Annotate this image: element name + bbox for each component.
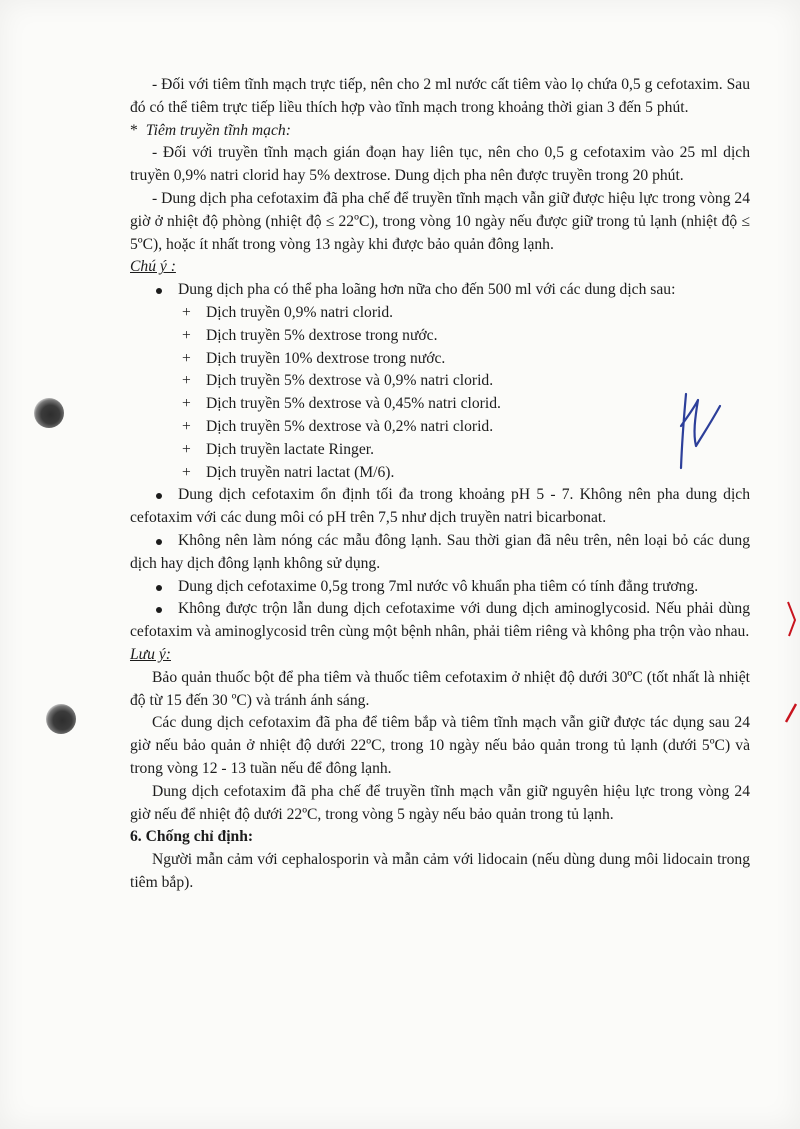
paragraph-iv-stability: - Dung dịch pha cefotaxim đã pha chế để truyền tĩnh mạch vẫn giữ được hiệu lực trong vòng 24 giờ ở nhiệt độ phòng (nhiệt độ ≤ 22ºC), trong vòng 10 ngày nếu được giữ trong tủ lạnh (nhiệt độ ≤ 5ºC), hoặc ít nhất trong vòng 13 ngày khi được bảo quản đông lạnh. [130, 189, 750, 253]
list-item-text: Không được trộn lẫn dung dịch cefotaxime với dung dịch aminoglycosid. Nếu phải dùng cefotaxim và aminoglycosid trên cùng một bệnh nhân, phải tiêm riêng và không pha trộn vào nhau. [130, 600, 750, 641]
list-item [130, 530, 750, 576]
bullet-dot [156, 585, 162, 591]
heading-iv-infusion [130, 120, 750, 143]
asterisk-mark: * [130, 121, 138, 139]
list-item [178, 370, 750, 393]
plus-sign: + [182, 326, 191, 344]
note-list-continued [130, 484, 750, 644]
list-item [130, 484, 750, 530]
document-body [130, 74, 750, 895]
list-item [178, 302, 750, 325]
list-item [178, 439, 750, 462]
plus-sign: + [182, 372, 191, 390]
list-item-text: Dịch truyền 5% dextrose và 0,45% natri clorid. [206, 395, 501, 413]
list-item-text: Dịch truyền 10% dextrose trong nước. [206, 349, 446, 367]
list-item-text: Không nên làm nóng các mẫu đông lạnh. Sau thời gian đã nêu trên, nên loại bỏ các dung dịch hay dịch đông lạnh không sử dụng. [130, 531, 750, 572]
list-item-text: Dịch truyền natri lactat (M/6). [206, 463, 395, 481]
plus-sign: + [182, 303, 191, 321]
note-heading-chu-y: Chú ý : [130, 258, 176, 276]
plus-sign: + [182, 463, 191, 481]
paragraph-storage-infusion: Dung dịch cefotaxim đã pha chế để truyền tĩnh mạch vẫn giữ nguyên hiệu lực trong vòng 24 giờ nếu để nhiệt độ dưới 22ºC, trong vòng 5 ngày nếu bảo quản trong tủ lạnh. [130, 782, 750, 823]
list-item [178, 416, 750, 439]
punch-hole-bottom [46, 704, 76, 734]
bullet-dot [156, 288, 162, 294]
list-item-text: Dung dịch cefotaxime 0,5g trong 7ml nước vô khuẩn pha tiêm có tính đẳng trương. [178, 577, 699, 595]
list-item-text: Dung dịch pha có thể pha loãng hơn nữa cho đến 500 ml với các dung dịch sau: [178, 281, 676, 299]
paragraph-contraindications: Người mẫn cảm với cephalosporin và mẫn cảm với lidocain (nếu dùng dung môi lidocain trong tiêm bắp). [130, 851, 750, 891]
plus-sign: + [182, 395, 191, 413]
plus-sign: + [182, 440, 191, 458]
dilution-solutions-list [130, 302, 750, 484]
plus-sign: + [182, 349, 191, 367]
red-edge-mark-2 [784, 700, 798, 726]
bullet-dot [156, 539, 162, 545]
bullet-dot [156, 493, 162, 499]
note-list [130, 279, 750, 302]
list-item [130, 279, 750, 302]
note-heading-luu-y: Lưu ý: [130, 645, 171, 663]
list-item-text: Dịch truyền 0,9% natri clorid. [206, 303, 394, 321]
list-item [178, 348, 750, 371]
heading-iv-infusion-text: Tiêm truyền tĩnh mạch: [145, 121, 291, 139]
paragraph-iv-intermittent: - Đối với truyền tĩnh mạch gián đoạn hay liên tục, nên cho 0,5 g cefotaxim vào 25 ml dịch truyền 0,9% natri clorid hay 5% dextrose. Dung dịch pha nên được truyền trong 20 phút. [130, 144, 750, 185]
section-heading-contraindications: 6. Chống chỉ định: [130, 828, 254, 846]
bullet-dot [156, 607, 162, 613]
plus-sign: + [182, 417, 191, 435]
list-item [178, 393, 750, 416]
list-item [130, 598, 750, 644]
list-item [178, 462, 750, 485]
list-item-text: Dịch truyền lactate Ringer. [206, 440, 375, 458]
list-item-text: Dung dịch cefotaxim ổn định tối đa trong khoảng pH 5 - 7. Không nên pha dung dịch cefotaxim với các dung môi có pH trên 7,5 như dịch truyền natri bicarbonat. [130, 486, 750, 527]
list-item [178, 325, 750, 348]
list-item-text: Dịch truyền 5% dextrose và 0,9% natri clorid. [206, 372, 494, 390]
red-edge-mark-1 [786, 600, 798, 640]
paragraph-iv-direct: - Đối với tiêm tĩnh mạch trực tiếp, nên cho 2 ml nước cất tiêm vào lọ chứa 0,5 g cefotaxim. Sau đó có thể tiêm trực tiếp liều thích hợp vào tĩnh mạch trong khoảng thời gian 3 đến 5 phút. [130, 76, 750, 116]
paragraph-storage-powder: Bảo quản thuốc bột để pha tiêm và thuốc tiêm cefotaxim ở nhiệt độ dưới 30ºC (tốt nhất là nhiệt độ từ 15 đến 30 ºC) và tránh ánh sáng. [130, 668, 750, 709]
list-item-text: Dịch truyền 5% dextrose trong nước. [206, 326, 438, 344]
paragraph-storage-im-iv: Các dung dịch cefotaxim đã pha để tiêm bắp và tiêm tĩnh mạch vẫn giữ được tác dụng sau 24 giờ nếu bảo quản ở nhiệt độ dưới 22ºC, trong 10 ngày nếu bảo quản trong tủ lạnh (dưới 5ºC) và trong vòng 12 - 13 tuần nếu để đông lạnh. [130, 714, 750, 777]
list-item-text: Dịch truyền 5% dextrose và 0,2% natri clorid. [206, 417, 494, 435]
list-item [130, 576, 750, 599]
punch-hole-top [34, 398, 64, 428]
